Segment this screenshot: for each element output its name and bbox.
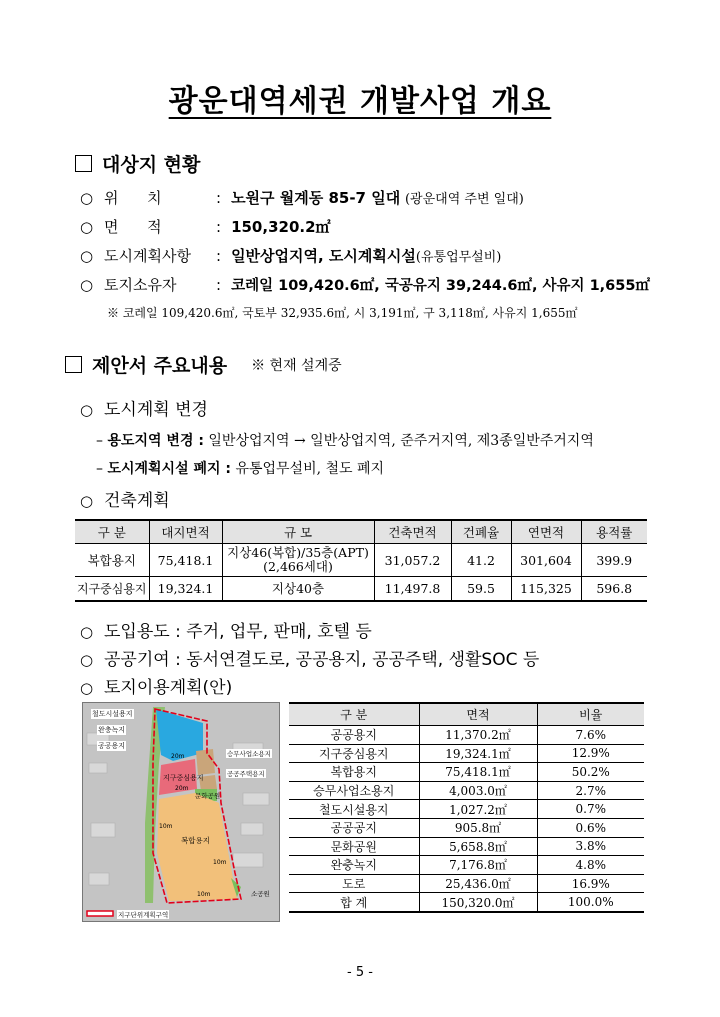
building-plan-table	[75, 519, 647, 602]
table-row: 지구중심용지 19,324.1 지상40층 11,497.8 59.5 115,325 596.8	[75, 577, 647, 601]
land-use-map	[82, 702, 280, 922]
table-row: 완충녹지 7,176.8㎡ 4.8%	[289, 856, 644, 875]
table-header: 규 모	[222, 520, 374, 544]
section-2-heading: 제안서 주요내용 ※ 현재 설계중	[65, 351, 342, 378]
map-label-smallpark: 소공원	[251, 890, 270, 898]
map-label-road-width: 10m	[197, 891, 211, 898]
table-header: 건폐율	[451, 520, 511, 544]
table-header: 대지면적	[149, 520, 222, 544]
table-row: 철도시설용지 1,027.2㎡ 0.7%	[289, 800, 644, 819]
table-header: 면적	[419, 703, 537, 726]
plan-change-item-2: – 도시계획시설 폐지 : 유통업무설비, 철도 폐지	[96, 461, 385, 477]
introduced-uses: ○ 도입용도 : 주거, 업무, 판매, 호텔 등	[80, 622, 372, 642]
table-row: 도로 25,436.0㎡ 16.9%	[289, 874, 644, 893]
table-row: 공공공지 905.8㎡ 0.6%	[289, 818, 644, 837]
map-label-housing: 공공주택용지	[227, 770, 265, 778]
page-title: 광운대역세권 개발사업 개요	[168, 84, 552, 119]
map-label-park: 문화공원	[195, 792, 221, 800]
land-use-map-drawing	[83, 703, 279, 921]
map-label-center: 지구중심용지	[163, 774, 204, 782]
checkbox-square-icon	[75, 155, 92, 172]
map-label-complex: 복합용지	[181, 836, 210, 845]
table-row: 복합용지 75,418.1㎡ 50.2%	[289, 763, 644, 782]
map-label-road-width: 10m	[159, 823, 173, 830]
map-legend-label: 지구단위계획구역	[118, 911, 169, 919]
map-label-crew: 승무사업소용지	[227, 750, 271, 758]
checkbox-square-icon	[65, 356, 82, 373]
plan-change-title: ○ 도시계획 변경	[80, 400, 208, 420]
table-row: 합 계 150,320.0㎡ 100.0%	[289, 893, 644, 912]
table-header: 용적률	[581, 520, 647, 544]
owner-footnote: ※ 코레일 109,420.6㎡, 국토부 32,935.6㎡, 시 3,191㎡, 구 3,118㎡, 사유지 1,655㎡	[107, 306, 578, 320]
table-row: 지구중심용지 19,324.1㎡ 12.9%	[289, 744, 644, 763]
plan-change-item-1: – 용도지역 변경 : 일반상업지역 → 일반상업지역, 준주거지역, 제3종일반주거지역	[96, 433, 594, 449]
info-row-plan: ○ 도시계획사항 : 일반상업지역, 도시계획시설 (유통업무설비)	[80, 247, 502, 265]
section-1-heading: 대상지 현황	[75, 150, 200, 177]
page-number: - 5 -	[347, 965, 373, 980]
map-label-public: 공공용지	[98, 742, 126, 750]
table-header: 구 분	[75, 520, 149, 544]
map-label-road-width: 20m	[171, 753, 185, 760]
table-header: 비율	[537, 703, 644, 726]
table-header: 건축면적	[374, 520, 451, 544]
land-use-title: ○ 토지이용계획(안)	[80, 678, 233, 698]
info-row-location: ○ 위 치 : 노원구 월계동 85-7 일대 (광운대역 주변 일대)	[80, 189, 524, 207]
table-row: 공공용지 11,370.2㎡ 7.6%	[289, 726, 644, 745]
table-row: 복합용지 75,418.1 지상46(복합)/35층(APT) (2,466세대) 31,057.2 41.2 301,604 399.9	[75, 544, 647, 577]
public-contribution: ○ 공공기여 : 동서연결도로, 공공용지, 공공주택, 생활SOC 등	[80, 650, 540, 670]
table-header: 연면적	[511, 520, 581, 544]
table-row: 문화공원 5,658.8㎡ 3.8%	[289, 837, 644, 856]
table-row: 승무사업소용지 4,003.0㎡ 2.7%	[289, 781, 644, 800]
map-label-buffer: 완충녹지	[98, 726, 126, 734]
map-label-road-width: 10m	[213, 859, 227, 866]
land-use-table	[289, 702, 644, 913]
map-label-rail: 철도시설용지	[92, 710, 133, 718]
table-header: 구 분	[289, 703, 419, 726]
info-row-owner: ○ 토지소유자 : 코레일 109,420.6㎡, 국공유지 39,244.6㎡, 사유지 1,655㎡	[80, 276, 650, 294]
map-label-road-width: 20m	[175, 785, 189, 792]
info-row-area: ○ 면 적 : 150,320.2㎡	[80, 218, 331, 236]
building-plan-title: ○ 건축계획	[80, 491, 170, 511]
